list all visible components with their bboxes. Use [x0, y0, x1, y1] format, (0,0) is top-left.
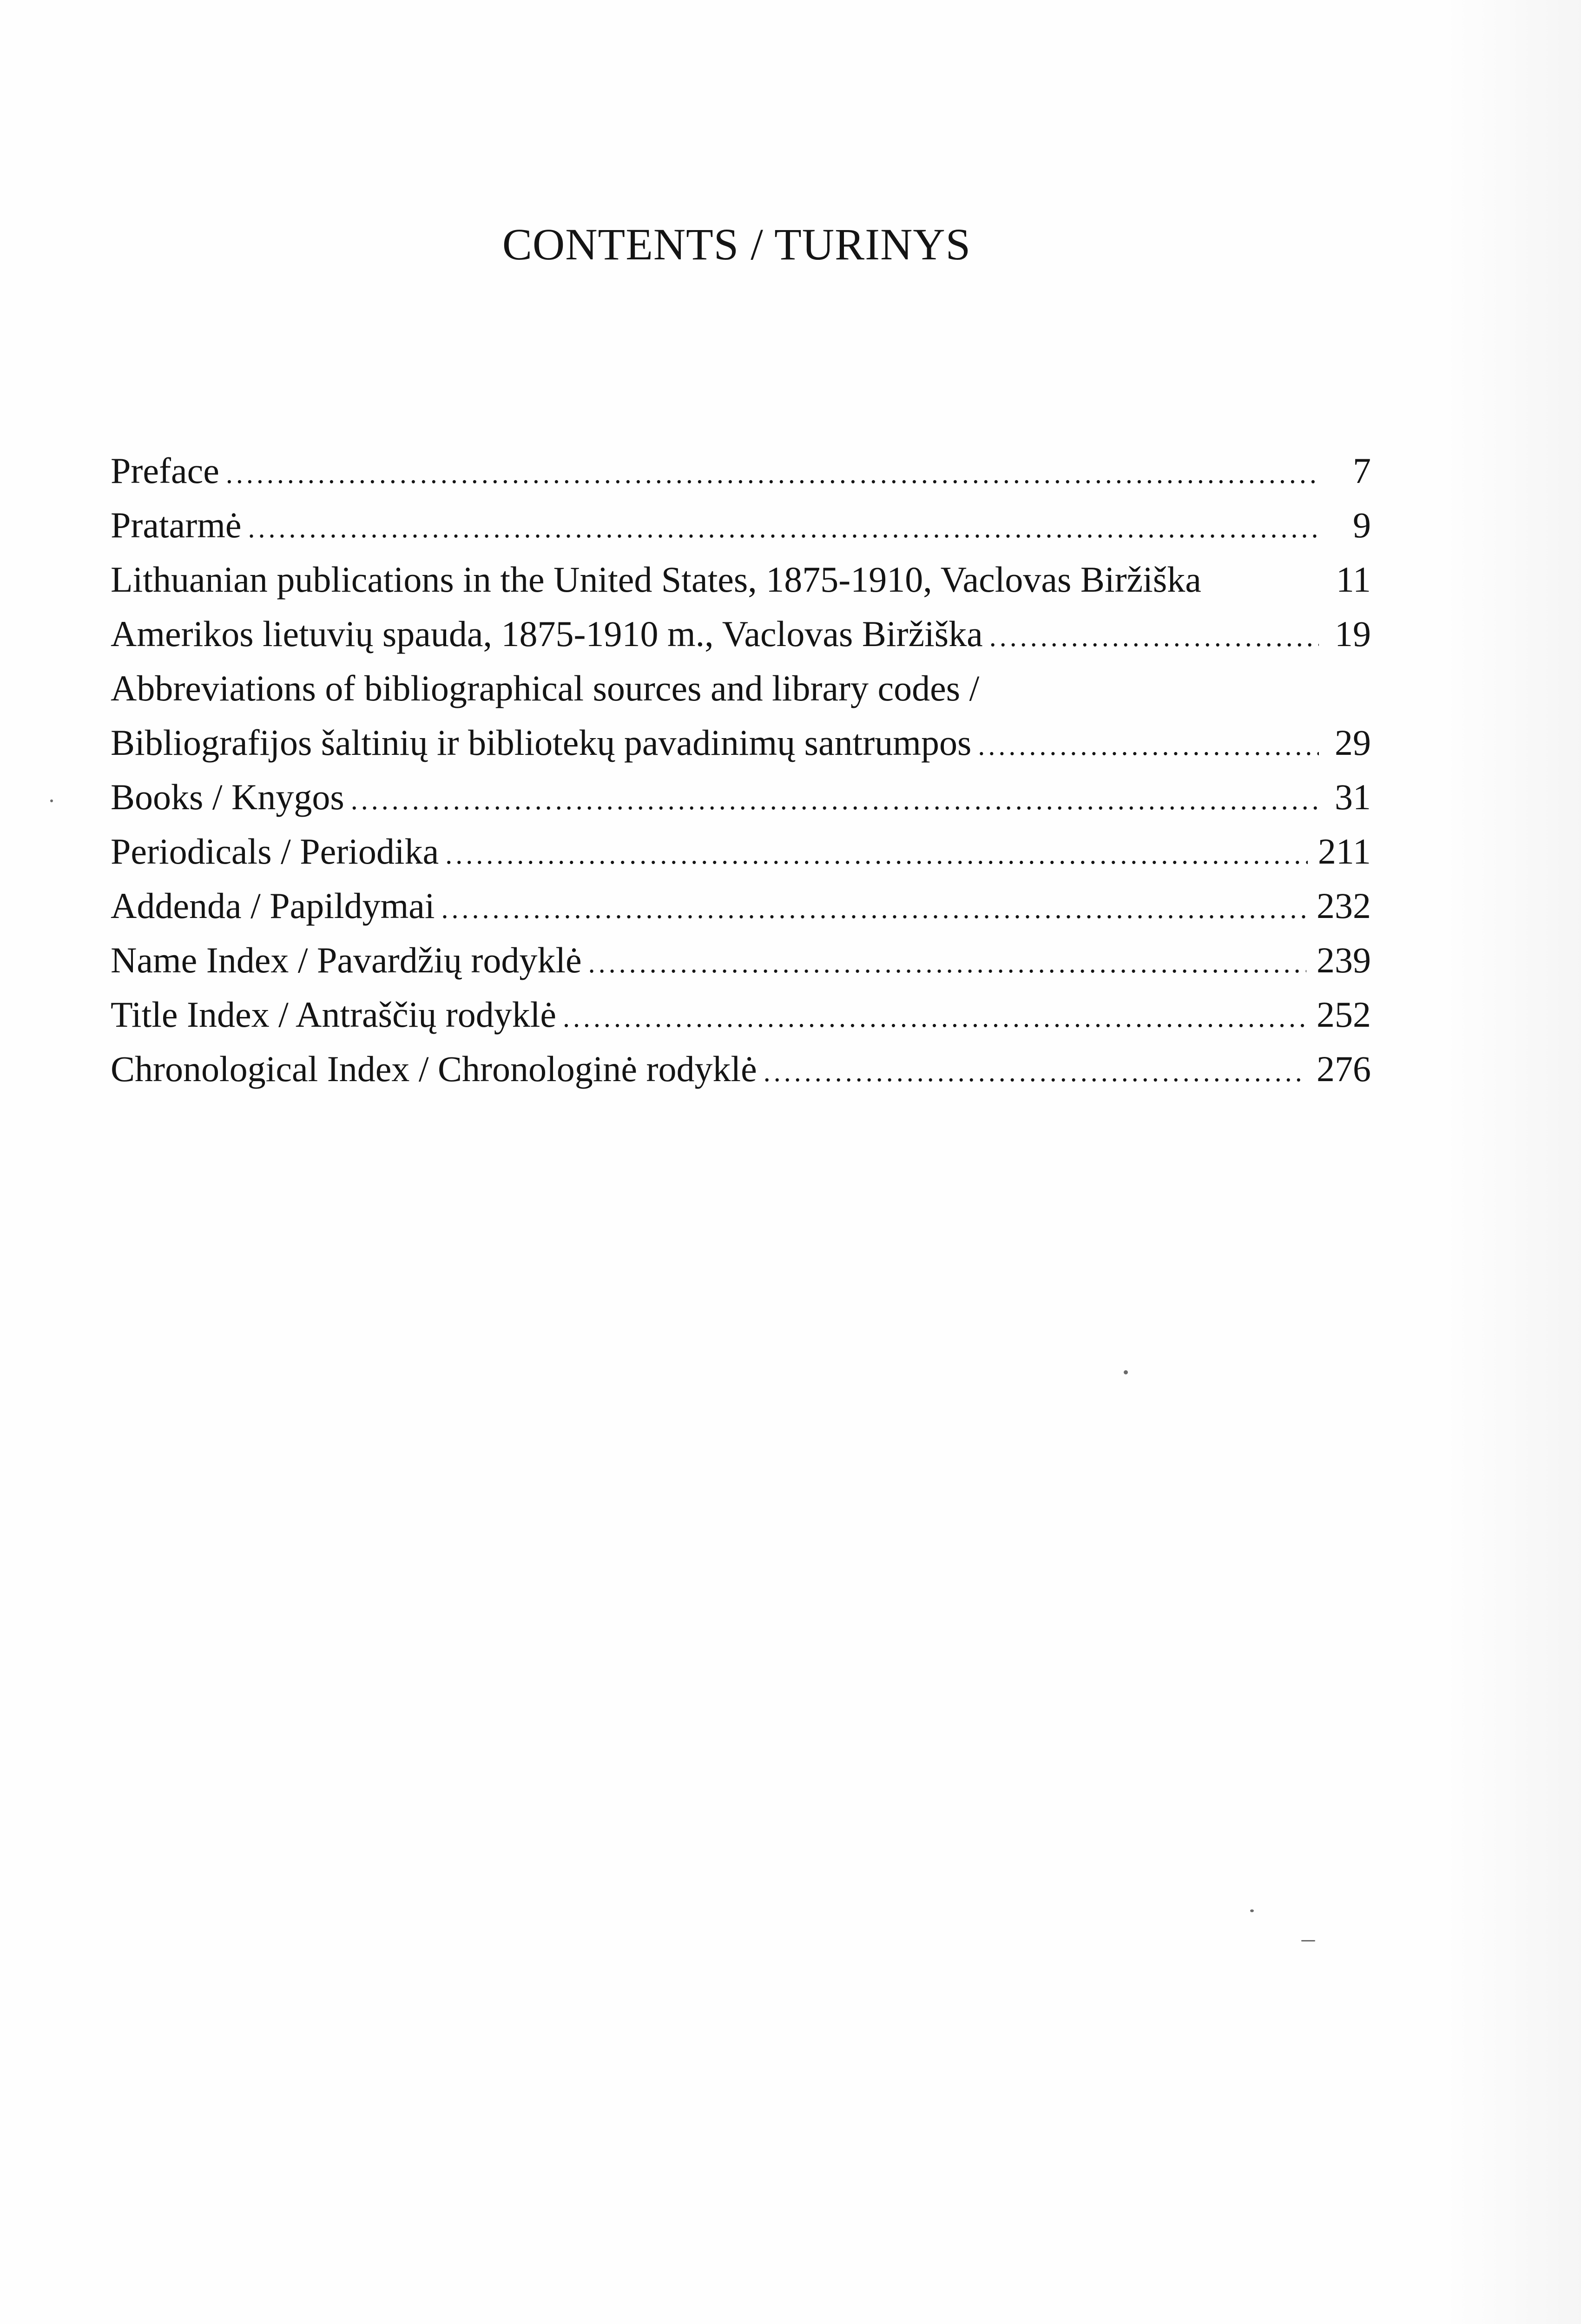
table-of-contents — [111, 443, 1371, 1096]
toc-entry-label: Name Index / Pavardžių rodyklė — [111, 940, 582, 980]
toc-entry-page: 19 — [1335, 614, 1371, 654]
toc-entry-label: Bibliografijos šaltinių ir bibliotekų pavadinimų santrumpos — [111, 722, 972, 763]
toc-entry-page: 211 — [1318, 831, 1371, 872]
toc-entry[interactable] — [111, 824, 1371, 878]
toc-entry-page: 276 — [1317, 1049, 1371, 1089]
toc-entry[interactable] — [111, 1042, 1371, 1096]
dot-leader — [441, 882, 1306, 936]
dot-leader — [588, 936, 1306, 990]
toc-entry[interactable] — [111, 770, 1371, 824]
toc-entry-label: Amerikos lietuvių spauda, 1875-1910 m., Vaclovas Biržiška — [111, 614, 983, 654]
toc-entry-label: Pratarmė — [111, 505, 242, 545]
page-edge-shadow — [1442, 0, 1581, 2324]
toc-entry-label: Preface — [111, 450, 219, 491]
toc-entry[interactable] — [111, 498, 1371, 552]
dot-leader — [563, 990, 1306, 1045]
toc-entry-page: 29 — [1335, 722, 1371, 763]
scan-speck — [1301, 1940, 1315, 1941]
toc-entry-label: Addenda / Papildymai — [111, 885, 435, 926]
toc-entry[interactable] — [111, 552, 1371, 607]
dot-leader — [978, 719, 1319, 773]
page-title: CONTENTS / TURINYS — [502, 219, 971, 269]
dot-leader — [226, 447, 1319, 501]
scan-speck — [1124, 1370, 1128, 1374]
dot-leader — [248, 501, 1319, 555]
toc-entry-page: 252 — [1317, 994, 1371, 1035]
toc-entry[interactable] — [111, 933, 1371, 987]
toc-entry-page: 239 — [1317, 940, 1371, 980]
toc-entry-label: Abbreviations of bibliographical sources and library codes / — [111, 668, 980, 708]
scan-speck — [50, 799, 53, 802]
dot-leader — [351, 773, 1319, 827]
toc-entry-page: 232 — [1317, 885, 1371, 926]
toc-entry[interactable] — [111, 607, 1371, 661]
toc-entry-label: Books / Knygos — [111, 777, 344, 817]
toc-entry-page: 9 — [1353, 505, 1371, 545]
toc-entry-page: 31 — [1335, 777, 1371, 817]
dot-leader — [764, 1045, 1306, 1099]
toc-entry-page: 7 — [1353, 450, 1371, 491]
toc-entry[interactable] — [111, 987, 1371, 1042]
toc-entry-label: Lithuanian publications in the United States, 1875-1910, Vaclovas Biržiška — [111, 559, 1201, 600]
toc-entry-label: Chronological Index / Chronologinė rodyklė — [111, 1049, 757, 1089]
toc-entry[interactable] — [111, 661, 1371, 715]
toc-entry[interactable] — [111, 715, 1371, 770]
scan-speck — [1250, 1909, 1254, 1912]
toc-entry-label: Periodicals / Periodika — [111, 831, 439, 872]
toc-entry[interactable] — [111, 878, 1371, 933]
toc-entry[interactable] — [111, 443, 1371, 498]
dot-leader — [989, 610, 1319, 664]
dot-leader — [445, 827, 1308, 882]
toc-entry-page: 11 — [1336, 559, 1371, 600]
toc-entry-label: Title Index / Antraščių rodyklė — [111, 994, 557, 1035]
